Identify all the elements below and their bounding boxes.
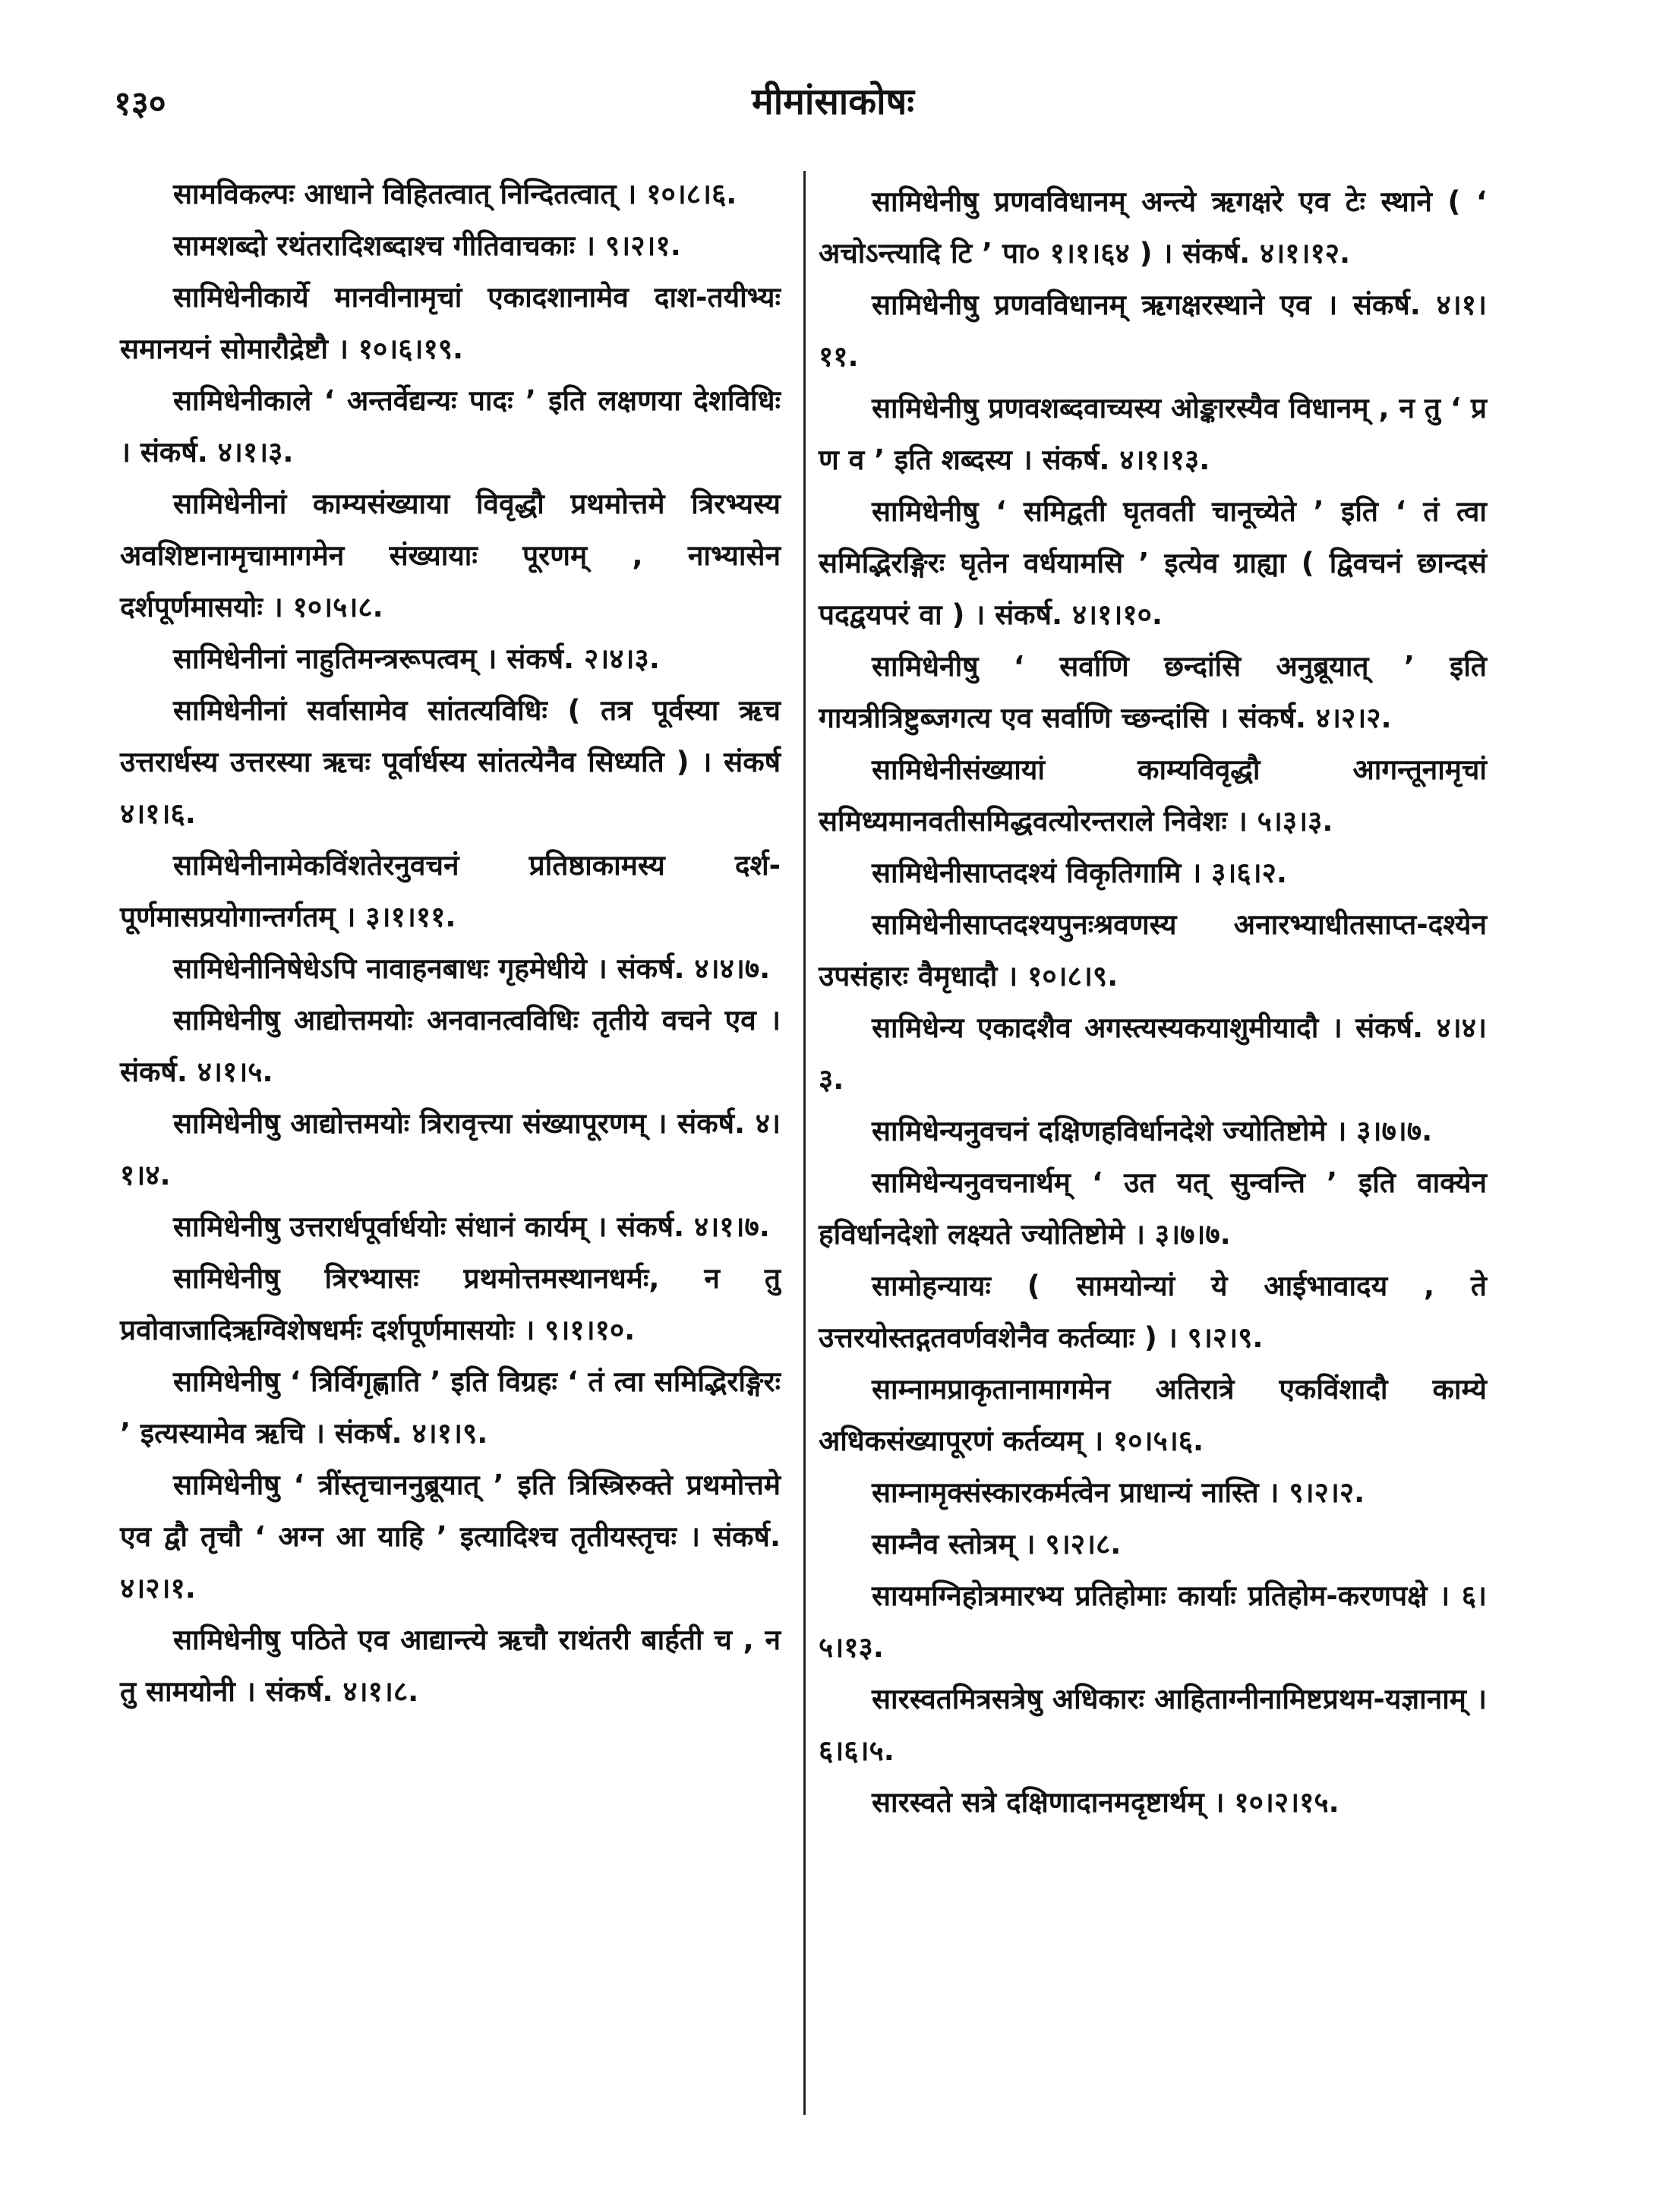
dictionary-entry: सामिधेनीनामेकविंशतेरनुवचनं प्रतिष्ठाकामस्य दर्श-पूर्णमासप्रयोगान्तर्गतम् । ३।१।११. bbox=[120, 849, 781, 933]
dictionary-entry: सामिधेनीषु ‘ त्रिर्विगृह्णाति ’ इति विग्रहः ‘ तं त्वा समिद्भिरङ्गिरः ’ इत्यस्यामेव ऋचि । संकर्ष. ४।१।९. bbox=[120, 1365, 781, 1450]
dictionary-entry: सामिधेनीनिषेधेऽपि नावाहनबाधः गृहमेधीये । संकर्ष. ४।४।७. bbox=[173, 952, 771, 985]
column-divider bbox=[803, 171, 806, 2115]
dictionary-entry: सामिधेनीषु प्रणवविधानम् अन्त्ये ऋगक्षरे एव टेः स्थाने ( ‘ अचोऽन्त्यादि टि ’ पा० १।१।६४ ) । संकर्ष. ४।१।१२. bbox=[819, 185, 1487, 270]
dictionary-entry: सामशब्दो रथंतरादिशब्दाश्च गीतिवाचकाः । ९।२।१. bbox=[173, 229, 681, 262]
dictionary-entry: सामिधेनीनां काम्यसंख्याया विवृद्धौ प्रथमोत्तमे त्रिरभ्यस्य अवशिष्टानामृचामागमेन संख्यायाः पूरणम् , नाभ्यासेन दर्शपूर्णमासयोः । १०।५।८. bbox=[120, 488, 781, 623]
dictionary-entry: सामिधेनीषु उत्तरार्धपूर्वार्धयोः संधानं कार्यम् । संकर्ष. ४।१।७. bbox=[173, 1210, 770, 1243]
page-number: १३० bbox=[114, 84, 166, 123]
dictionary-entry: सामिधेनीकाले ‘ अन्तर्वेद्यन्यः पादः ’ इति लक्षणया देशविधिः । संकर्ष. ४।१।३. bbox=[120, 384, 781, 469]
dictionary-entry: साम्नैव स्तोत्रम् । ९।२।८. bbox=[872, 1528, 1122, 1560]
dictionary-entry: सामिधेन्यनुवचनार्थम् ‘ उत यत् सुन्वन्ति ’ इति वाक्येन हविर्धानदेशो लक्ष्यते ज्योतिष्टोमे । ३।७।७. bbox=[819, 1166, 1487, 1251]
dictionary-entry: सायमग्निहोत्रमारभ्य प्रतिहोमाः कार्याः प्रतिहोम-करणपक्षे । ६।५।१३. bbox=[819, 1579, 1487, 1664]
dictionary-entry: सामिधेनीषु पठिते एव आद्यान्त्ये ऋचौ राथंतरी बार्हती च , न तु सामयोनी । संकर्ष. ४।१।८. bbox=[120, 1624, 781, 1708]
dictionary-entry: सामिधेन्य एकादशैव अगस्त्यस्यकयाशुमीयादौ । संकर्ष. ४।४।३. bbox=[819, 1011, 1487, 1096]
dictionary-entry: सामिधेनीषु प्रणवविधानम् ऋगक्षरस्थाने एव । संकर्ष. ४।१।११. bbox=[819, 289, 1487, 373]
dictionary-entry: सामिधेनीषु त्रिरभ्यासः प्रथमोत्तमस्थानधर्मः, न तु प्रवोवाजादिऋग्विशेषधर्मः दर्शपूर्णमासयोः । ९।१।१०. bbox=[120, 1262, 781, 1346]
right-column bbox=[819, 176, 1487, 1829]
dictionary-entry: साम्नामप्राकृतानामागमेन अतिरात्रे एकविंशादौ काम्ये अधिकसंख्यापूरणं कर्तव्यम् । १०।५।६. bbox=[819, 1373, 1487, 1457]
dictionary-entry: सामिधेनीसाप्तदश्यपुनःश्रवणस्य अनारभ्याधीतसाप्त-दश्येन उपसंहारः वैमृधादौ । १०।८।९. bbox=[819, 908, 1487, 992]
dictionary-entry: सामिधेनीनां सर्वासामेव सांतत्यविधिः ( तत्र पूर्वस्या ऋच उत्तरार्धस्य उत्तरस्या ऋचः पूर्वार्धस्य सांतत्येनैव सिध्यति ) । संकर्ष ४।१।६. bbox=[120, 694, 781, 830]
dictionary-entry: सारस्वतमित्रसत्रेषु अधिकारः आहिताग्नीनामिष्टप्रथम-यज्ञानाम् । ६।६।५. bbox=[819, 1683, 1487, 1767]
dictionary-entry: सामिधेनीषु आद्योत्तमयोः त्रिरावृत्त्या संख्यापूरणम् । संकर्ष. ४।१।४. bbox=[120, 1107, 781, 1191]
dictionary-entry: सामविकल्पः आधाने विहितत्वात् निन्दितत्वात् । १०।८।६. bbox=[173, 178, 737, 210]
dictionary-entry: सामिधेनीषु आद्योत्तमयोः अनवानत्वविधिः तृतीये वचने एव । संकर्ष. ४।१।५. bbox=[120, 1004, 781, 1088]
dictionary-entry: सामिधेनीषु ‘ सर्वाणि छन्दांसि अनुब्रूयात् ’ इति गायत्रीत्रिष्टुब्जगत्य एव सर्वाणि च्छन्दांसि । संकर्ष. ४।२।२. bbox=[819, 650, 1487, 734]
dictionary-entry: सामिधेनीषु प्रणवशब्दवाच्यस्य ओङ्कारस्यैव विधानम् , न तु ‘ प्र ण व ’ इति शब्दस्य । संकर्ष. ४।१।१३. bbox=[819, 392, 1487, 476]
dictionary-entry: सामिधेनीनां नाहुतिमन्त्ररूपत्वम् । संकर्ष. २।४।३. bbox=[173, 642, 660, 675]
dictionary-entry: सामिधेन्यनुवचनं दक्षिणहविर्धानदेशे ज्योतिष्टोमे । ३।७।७. bbox=[872, 1115, 1433, 1147]
dictionary-entry: सामिधेनीकार्ये मानवीनामृचां एकादशानामेव दाश-तयीभ्यः समानयनं सोमारौद्रेष्टौ । १०।६।१९. bbox=[120, 281, 781, 365]
dictionary-entry: सामिधेनीसंख्यायां काम्यविवृद्धौ आगन्तूनामृचां समिध्यमानवतीसमिद्धवत्योरन्तराले निवेशः । ५।३।३. bbox=[819, 753, 1487, 838]
dictionary-entry: सामिधेनीषु ‘ समिद्वती घृतवती चानूच्येते ’ इति ‘ तं त्वा समिद्भिरङ्गिरः घृतेन वर्धयामसि ’ इत्येव ग्राह्या ( द्विवचनं छान्दसं पदद्वयपरं वा ) । संकर्ष. ४।१।१०. bbox=[819, 495, 1487, 631]
dictionary-entry: साम्नामृक्संस्कारकर्मत्वेन प्राधान्यं नास्ति । ९।२।२. bbox=[872, 1476, 1365, 1509]
left-column bbox=[120, 169, 781, 1718]
page-title: मीमांसाकोषः bbox=[752, 80, 914, 123]
dictionary-entry: सामिधेनीसाप्तदश्यं विकृतिगामि । ३।६।२. bbox=[872, 857, 1287, 889]
dictionary-entry: सामोहन्यायः ( सामयोन्यां ये आईभावादय , ते उत्तरयोस्तद्गतवर्णवशेनैव कर्तव्याः ) । ९।२।९. bbox=[819, 1270, 1487, 1354]
dictionary-entry: सारस्वते सत्रे दक्षिणादानमदृष्टार्थम् । १०।२।१५. bbox=[872, 1786, 1339, 1819]
dictionary-entry: सामिधेनीषु ‘ त्रींस्तृचाननुब्रूयात् ’ इति त्रिस्त्रिरुक्ते प्रथमोत्तमे एव द्वौ तृचौ ‘ अग्न आ याहि ’ इत्यादिश्च तृतीयस्तृचः । संकर्ष. ४।२।१. bbox=[120, 1469, 781, 1605]
